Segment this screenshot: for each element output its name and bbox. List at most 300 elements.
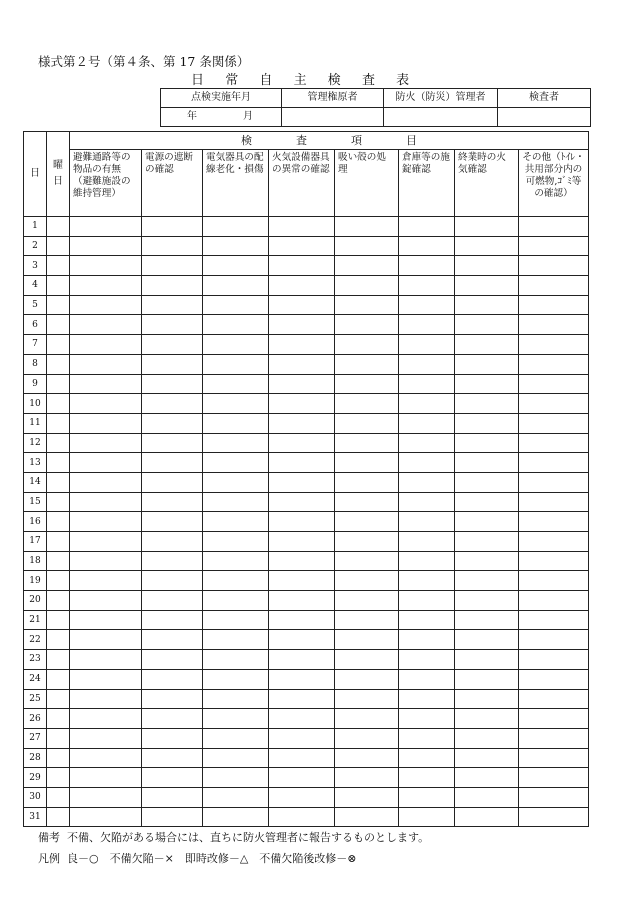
col-warehouse-lock-cell[interactable] [399, 472, 455, 492]
col-electrical-wiring-cell[interactable] [203, 394, 269, 414]
col-power-shutoff-cell[interactable] [142, 787, 203, 807]
col-evacuation-route-cell[interactable] [70, 571, 142, 591]
col-warehouse-lock-cell[interactable] [399, 669, 455, 689]
col-evacuation-route-cell[interactable] [70, 256, 142, 276]
col-electrical-wiring-cell[interactable] [203, 650, 269, 670]
col-other-cell[interactable] [519, 335, 589, 355]
weekday-cell[interactable] [47, 472, 70, 492]
col-closing-fire-check-cell[interactable] [455, 807, 519, 827]
col-warehouse-lock-cell[interactable] [399, 807, 455, 827]
col-electrical-wiring-cell[interactable] [203, 276, 269, 296]
col-warehouse-lock-cell[interactable] [399, 236, 455, 256]
col-evacuation-route-cell[interactable] [70, 295, 142, 315]
weekday-cell[interactable] [47, 728, 70, 748]
col-electrical-wiring-cell[interactable] [203, 571, 269, 591]
col-power-shutoff-cell[interactable] [142, 394, 203, 414]
col-fire-equipment-cell[interactable] [269, 728, 335, 748]
col-other-cell[interactable] [519, 453, 589, 473]
col-fire-equipment-cell[interactable] [269, 236, 335, 256]
col-evacuation-route-cell[interactable] [70, 768, 142, 788]
col-fire-equipment-cell[interactable] [269, 689, 335, 709]
col-evacuation-route-cell[interactable] [70, 374, 142, 394]
col-fire-equipment-cell[interactable] [269, 453, 335, 473]
col-cigarette-butts-cell[interactable] [335, 256, 399, 276]
col-power-shutoff-cell[interactable] [142, 610, 203, 630]
col-other-cell[interactable] [519, 650, 589, 670]
col-cigarette-butts-cell[interactable] [335, 315, 399, 335]
col-evacuation-route-cell[interactable] [70, 689, 142, 709]
col-electrical-wiring-cell[interactable] [203, 256, 269, 276]
col-fire-equipment-cell[interactable] [269, 768, 335, 788]
owner-field[interactable] [282, 108, 384, 127]
col-other-cell[interactable] [519, 709, 589, 729]
col-fire-equipment-cell[interactable] [269, 354, 335, 374]
col-warehouse-lock-cell[interactable] [399, 335, 455, 355]
weekday-cell[interactable] [47, 650, 70, 670]
col-cigarette-butts-cell[interactable] [335, 295, 399, 315]
col-evacuation-route-cell[interactable] [70, 591, 142, 611]
col-closing-fire-check-cell[interactable] [455, 472, 519, 492]
weekday-cell[interactable] [47, 689, 70, 709]
day-number: 30 [24, 787, 47, 807]
col-electrical-wiring-cell[interactable] [203, 807, 269, 827]
col-fire-equipment-cell[interactable] [269, 413, 335, 433]
col-electrical-wiring-cell[interactable] [203, 591, 269, 611]
col-closing-fire-check-cell[interactable] [455, 236, 519, 256]
col-other-cell[interactable] [519, 532, 589, 552]
col-cigarette-butts-cell[interactable] [335, 630, 399, 650]
col-warehouse-lock-cell[interactable] [399, 217, 455, 237]
col-other-cell[interactable] [519, 276, 589, 296]
col-cigarette-butts-cell[interactable] [335, 217, 399, 237]
col-closing-fire-check-cell[interactable] [455, 689, 519, 709]
col-other-cell[interactable] [519, 571, 589, 591]
col-cigarette-butts-cell[interactable] [335, 354, 399, 374]
col-electrical-wiring-cell[interactable] [203, 453, 269, 473]
day-number: 8 [24, 354, 47, 374]
col-warehouse-lock-cell[interactable] [399, 591, 455, 611]
col-fire-equipment-cell[interactable] [269, 492, 335, 512]
weekday-cell[interactable] [47, 492, 70, 512]
col-other-cell[interactable] [519, 591, 589, 611]
col-closing-fire-check-cell[interactable] [455, 591, 519, 611]
col-other-cell[interactable] [519, 295, 589, 315]
col-fire-equipment-cell[interactable] [269, 807, 335, 827]
col-warehouse-lock-cell[interactable] [399, 768, 455, 788]
col-fire-equipment-cell[interactable] [269, 669, 335, 689]
col-fire-equipment-cell[interactable] [269, 217, 335, 237]
col-closing-fire-check-cell[interactable] [455, 787, 519, 807]
col-evacuation-route-cell[interactable] [70, 276, 142, 296]
col-closing-fire-check-cell[interactable] [455, 492, 519, 512]
col-evacuation-route-cell[interactable] [70, 787, 142, 807]
title-char: 自 [259, 73, 273, 88]
col-evacuation-route-cell[interactable] [70, 433, 142, 453]
col-fire-equipment-cell[interactable] [269, 335, 335, 355]
weekday-cell[interactable] [47, 748, 70, 768]
col-cigarette-butts-cell[interactable] [335, 453, 399, 473]
col-other-cell[interactable] [519, 512, 589, 532]
col-closing-fire-check-cell[interactable] [455, 669, 519, 689]
col-evacuation-route-cell[interactable] [70, 807, 142, 827]
col-closing-fire-check-cell[interactable] [455, 315, 519, 335]
col-closing-fire-check-cell[interactable] [455, 394, 519, 414]
col-electrical-wiring-cell[interactable] [203, 433, 269, 453]
col-electrical-wiring-cell[interactable] [203, 335, 269, 355]
col-electrical-wiring-cell[interactable] [203, 472, 269, 492]
col-fire-equipment-cell[interactable] [269, 295, 335, 315]
col-power-shutoff-cell[interactable] [142, 315, 203, 335]
col-electrical-wiring-cell[interactable] [203, 551, 269, 571]
col-evacuation-route-cell[interactable] [70, 236, 142, 256]
col-other-cell[interactable] [519, 236, 589, 256]
col-cigarette-butts-cell[interactable] [335, 335, 399, 355]
col-other-cell[interactable] [519, 374, 589, 394]
col-cigarette-butts-cell[interactable] [335, 650, 399, 670]
col-cigarette-butts-cell[interactable] [335, 532, 399, 552]
col-evacuation-route-cell[interactable] [70, 315, 142, 335]
col-cigarette-butts-cell[interactable] [335, 709, 399, 729]
col-evacuation-route-cell[interactable] [70, 453, 142, 473]
col-cigarette-butts-cell[interactable] [335, 512, 399, 532]
col-evacuation-route-cell[interactable] [70, 512, 142, 532]
weekday-cell[interactable] [47, 591, 70, 611]
day-number: 25 [24, 689, 47, 709]
col-other-cell[interactable] [519, 689, 589, 709]
col-other-cell[interactable] [519, 217, 589, 237]
col-fire-equipment-cell[interactable] [269, 276, 335, 296]
col-cigarette-butts-cell[interactable] [335, 551, 399, 571]
col-warehouse-lock-cell[interactable] [399, 728, 455, 748]
weekday-cell[interactable] [47, 709, 70, 729]
col-closing-fire-check-cell[interactable] [455, 512, 519, 532]
weekday-cell[interactable] [47, 433, 70, 453]
col-warehouse-lock-cell[interactable] [399, 689, 455, 709]
col-closing-fire-check-cell[interactable] [455, 650, 519, 670]
col-warehouse-lock-cell[interactable] [399, 453, 455, 473]
col-warehouse-lock-cell[interactable] [399, 276, 455, 296]
col-warehouse-lock-cell[interactable] [399, 709, 455, 729]
col-power-shutoff-cell[interactable] [142, 728, 203, 748]
col-other-cell[interactable] [519, 413, 589, 433]
col-closing-fire-check-cell[interactable] [455, 354, 519, 374]
col-other-cell[interactable] [519, 748, 589, 768]
col-closing-fire-check-cell[interactable] [455, 709, 519, 729]
col-other-cell[interactable] [519, 630, 589, 650]
col-evacuation-route-cell[interactable] [70, 492, 142, 512]
col-other-cell[interactable] [519, 394, 589, 414]
col-cigarette-butts-cell[interactable] [335, 492, 399, 512]
weekday-cell[interactable] [47, 571, 70, 591]
title-char: 検 [327, 73, 341, 88]
col-electrical-wiring-cell[interactable] [203, 413, 269, 433]
weekday-cell[interactable] [47, 236, 70, 256]
table-row [24, 610, 589, 630]
weekday-cell[interactable] [47, 768, 70, 788]
col-warehouse-lock-cell[interactable] [399, 532, 455, 552]
weekday-cell[interactable] [47, 512, 70, 532]
col-power-shutoff-cell[interactable] [142, 472, 203, 492]
col-cigarette-butts-cell[interactable] [335, 413, 399, 433]
weekday-cell[interactable] [47, 787, 70, 807]
col-cigarette-butts-cell[interactable] [335, 571, 399, 591]
col-closing-fire-check-cell[interactable] [455, 728, 519, 748]
col-warehouse-lock-cell[interactable] [399, 295, 455, 315]
col-warehouse-lock-cell[interactable] [399, 748, 455, 768]
col-cigarette-butts-cell[interactable] [335, 472, 399, 492]
col-closing-fire-check-cell[interactable] [455, 295, 519, 315]
col-power-shutoff-cell[interactable] [142, 374, 203, 394]
col-power-shutoff-cell[interactable] [142, 709, 203, 729]
col-cigarette-butts-cell[interactable] [335, 276, 399, 296]
col-evacuation-route-cell[interactable] [70, 669, 142, 689]
col-cigarette-butts-cell[interactable] [335, 610, 399, 630]
col-electrical-wiring-cell[interactable] [203, 374, 269, 394]
col-warehouse-lock-cell[interactable] [399, 433, 455, 453]
inspection-year-month-field[interactable] [161, 108, 282, 127]
col-power-shutoff-cell[interactable] [142, 689, 203, 709]
col-electrical-wiring-cell[interactable] [203, 532, 269, 552]
col-cigarette-butts-cell[interactable] [335, 669, 399, 689]
col-electrical-wiring-cell[interactable] [203, 492, 269, 512]
col-fire-equipment-cell[interactable] [269, 551, 335, 571]
col-closing-fire-check-cell[interactable] [455, 630, 519, 650]
col-evacuation-route-cell[interactable] [70, 217, 142, 237]
weekday-cell[interactable] [47, 256, 70, 276]
col-other-cell[interactable] [519, 492, 589, 512]
col-power-shutoff-cell[interactable] [142, 768, 203, 788]
col-power-shutoff-cell[interactable] [142, 433, 203, 453]
col-closing-fire-check-cell[interactable] [455, 748, 519, 768]
col-warehouse-lock-cell[interactable] [399, 610, 455, 630]
col-cigarette-butts-cell[interactable] [335, 591, 399, 611]
col-warehouse-lock-header: 倉庫等の施錠確認 [399, 150, 455, 217]
col-power-shutoff-cell[interactable] [142, 256, 203, 276]
col-evacuation-route-cell[interactable] [70, 335, 142, 355]
col-electrical-wiring-cell[interactable] [203, 728, 269, 748]
col-closing-fire-check-cell[interactable] [455, 571, 519, 591]
col-fire-equipment-cell[interactable] [269, 256, 335, 276]
col-electrical-wiring-cell[interactable] [203, 630, 269, 650]
col-evacuation-route-cell[interactable] [70, 394, 142, 414]
col-evacuation-route-cell[interactable] [70, 610, 142, 630]
col-closing-fire-check-cell[interactable] [455, 335, 519, 355]
col-fire-equipment-cell[interactable] [269, 630, 335, 650]
col-closing-fire-check-cell[interactable] [455, 610, 519, 630]
col-evacuation-route-cell[interactable] [70, 354, 142, 374]
col-closing-fire-check-cell[interactable] [455, 551, 519, 571]
col-cigarette-butts-cell[interactable] [335, 689, 399, 709]
col-electrical-wiring-cell[interactable] [203, 709, 269, 729]
weekday-cell[interactable] [47, 374, 70, 394]
col-other-cell[interactable] [519, 807, 589, 827]
weekday-cell[interactable] [47, 551, 70, 571]
col-electrical-wiring-cell[interactable] [203, 768, 269, 788]
col-other-cell[interactable] [519, 728, 589, 748]
col-power-shutoff-cell[interactable] [142, 532, 203, 552]
col-closing-fire-check-cell[interactable] [455, 276, 519, 296]
col-other-cell[interactable] [519, 315, 589, 335]
weekday-cell[interactable] [47, 532, 70, 552]
col-power-shutoff-cell[interactable] [142, 354, 203, 374]
col-cigarette-butts-cell[interactable] [335, 433, 399, 453]
weekday-cell[interactable] [47, 295, 70, 315]
col-electrical-wiring-cell[interactable] [203, 689, 269, 709]
col-electrical-wiring-header: 電気器具の配線老化・損傷 [203, 150, 269, 217]
col-electrical-wiring-cell[interactable] [203, 295, 269, 315]
col-warehouse-lock-cell[interactable] [399, 492, 455, 512]
col-warehouse-lock-cell[interactable] [399, 315, 455, 335]
col-warehouse-lock-cell[interactable] [399, 394, 455, 414]
col-closing-fire-check-cell[interactable] [455, 453, 519, 473]
col-electrical-wiring-cell[interactable] [203, 217, 269, 237]
col-electrical-wiring-cell[interactable] [203, 354, 269, 374]
col-closing-fire-check-cell[interactable] [455, 256, 519, 276]
col-cigarette-butts-cell[interactable] [335, 807, 399, 827]
col-fire-equipment-cell[interactable] [269, 315, 335, 335]
col-fire-equipment-cell[interactable] [269, 374, 335, 394]
col-power-shutoff-cell[interactable] [142, 453, 203, 473]
col-electrical-wiring-cell[interactable] [203, 669, 269, 689]
col-fire-equipment-cell[interactable] [269, 571, 335, 591]
col-power-shutoff-cell[interactable] [142, 512, 203, 532]
col-power-shutoff-cell[interactable] [142, 748, 203, 768]
col-other-cell[interactable] [519, 354, 589, 374]
items-header-char: 査 [296, 133, 307, 147]
day-number: 7 [24, 335, 47, 355]
weekday-cell[interactable] [47, 217, 70, 237]
col-closing-fire-check-cell[interactable] [455, 413, 519, 433]
inspection-items-header [70, 132, 589, 150]
col-evacuation-route-cell[interactable] [70, 728, 142, 748]
col-cigarette-butts-cell[interactable] [335, 394, 399, 414]
col-warehouse-lock-cell[interactable] [399, 630, 455, 650]
col-power-shutoff-cell[interactable] [142, 236, 203, 256]
col-cigarette-butts-cell[interactable] [335, 374, 399, 394]
col-closing-fire-check-cell[interactable] [455, 768, 519, 788]
col-other-cell[interactable] [519, 787, 589, 807]
col-closing-fire-check-cell[interactable] [455, 433, 519, 453]
col-power-shutoff-cell[interactable] [142, 551, 203, 571]
col-other-cell[interactable] [519, 610, 589, 630]
col-power-shutoff-cell[interactable] [142, 492, 203, 512]
col-other-cell[interactable] [519, 433, 589, 453]
col-electrical-wiring-cell[interactable] [203, 748, 269, 768]
col-power-shutoff-cell[interactable] [142, 295, 203, 315]
col-evacuation-route-cell[interactable] [70, 748, 142, 768]
col-warehouse-lock-cell[interactable] [399, 256, 455, 276]
col-cigarette-butts-cell[interactable] [335, 728, 399, 748]
col-fire-equipment-cell[interactable] [269, 532, 335, 552]
col-other-cell[interactable] [519, 256, 589, 276]
col-fire-equipment-cell[interactable] [269, 512, 335, 532]
weekday-cell[interactable] [47, 335, 70, 355]
col-power-shutoff-cell[interactable] [142, 217, 203, 237]
col-closing-fire-check-cell[interactable] [455, 374, 519, 394]
col-warehouse-lock-cell[interactable] [399, 787, 455, 807]
col-power-shutoff-cell[interactable] [142, 413, 203, 433]
col-warehouse-lock-cell[interactable] [399, 551, 455, 571]
weekday-cell[interactable] [47, 315, 70, 335]
col-cigarette-butts-cell[interactable] [335, 236, 399, 256]
col-closing-fire-check-cell[interactable] [455, 217, 519, 237]
col-other-cell[interactable] [519, 472, 589, 492]
col-fire-equipment-cell[interactable] [269, 433, 335, 453]
col-cigarette-butts-cell[interactable] [335, 748, 399, 768]
day-number: 27 [24, 728, 47, 748]
weekday-cell[interactable] [47, 354, 70, 374]
col-other-cell[interactable] [519, 669, 589, 689]
col-warehouse-lock-cell[interactable] [399, 374, 455, 394]
col-power-shutoff-cell[interactable] [142, 669, 203, 689]
col-electrical-wiring-cell[interactable] [203, 610, 269, 630]
fire-manager-field[interactable] [384, 108, 498, 127]
col-power-shutoff-cell[interactable] [142, 591, 203, 611]
col-warehouse-lock-cell[interactable] [399, 571, 455, 591]
col-electrical-wiring-cell[interactable] [203, 236, 269, 256]
col-evacuation-route-cell[interactable] [70, 709, 142, 729]
weekday-cell[interactable] [47, 610, 70, 630]
weekday-cell[interactable] [47, 630, 70, 650]
col-fire-equipment-cell[interactable] [269, 650, 335, 670]
col-fire-equipment-cell[interactable] [269, 472, 335, 492]
col-fire-equipment-cell[interactable] [269, 709, 335, 729]
col-fire-equipment-cell[interactable] [269, 591, 335, 611]
col-other-cell[interactable] [519, 551, 589, 571]
col-electrical-wiring-cell[interactable] [203, 787, 269, 807]
col-other-cell[interactable] [519, 768, 589, 788]
col-power-shutoff-cell[interactable] [142, 335, 203, 355]
col-fire-equipment-cell[interactable] [269, 610, 335, 630]
weekday-cell[interactable] [47, 413, 70, 433]
weekday-cell[interactable] [47, 453, 70, 473]
col-fire-equipment-cell[interactable] [269, 394, 335, 414]
col-power-shutoff-cell[interactable] [142, 630, 203, 650]
weekday-cell[interactable] [47, 807, 70, 827]
col-evacuation-route-cell[interactable] [70, 551, 142, 571]
year-label: 年 [187, 111, 197, 122]
col-electrical-wiring-cell[interactable] [203, 315, 269, 335]
remark-key: 備考 [38, 831, 60, 844]
col-fire-equipment-cell[interactable] [269, 748, 335, 768]
col-electrical-wiring-cell[interactable] [203, 512, 269, 532]
col-evacuation-route-cell[interactable] [70, 413, 142, 433]
col-power-shutoff-cell[interactable] [142, 807, 203, 827]
inspector-field[interactable] [498, 108, 591, 127]
col-evacuation-route-header: 避難通路等の物品の有無（避難施設の維持管理） [70, 150, 142, 217]
col-cigarette-butts-cell[interactable] [335, 768, 399, 788]
col-power-shutoff-cell[interactable] [142, 276, 203, 296]
col-warehouse-lock-cell[interactable] [399, 413, 455, 433]
col-warehouse-lock-cell[interactable] [399, 354, 455, 374]
col-evacuation-route-cell[interactable] [70, 532, 142, 552]
col-power-shutoff-cell[interactable] [142, 650, 203, 670]
day-number: 26 [24, 709, 47, 729]
weekday-cell[interactable] [47, 394, 70, 414]
col-cigarette-butts-cell[interactable] [335, 787, 399, 807]
col-power-shutoff-cell[interactable] [142, 571, 203, 591]
col-evacuation-route-cell[interactable] [70, 650, 142, 670]
weekday-cell[interactable] [47, 669, 70, 689]
col-warehouse-lock-cell[interactable] [399, 650, 455, 670]
col-closing-fire-check-cell[interactable] [455, 532, 519, 552]
weekday-cell[interactable] [47, 276, 70, 296]
col-warehouse-lock-cell[interactable] [399, 512, 455, 532]
table-row [24, 650, 589, 670]
col-evacuation-route-cell[interactable] [70, 472, 142, 492]
col-fire-equipment-cell[interactable] [269, 787, 335, 807]
col-evacuation-route-cell[interactable] [70, 630, 142, 650]
